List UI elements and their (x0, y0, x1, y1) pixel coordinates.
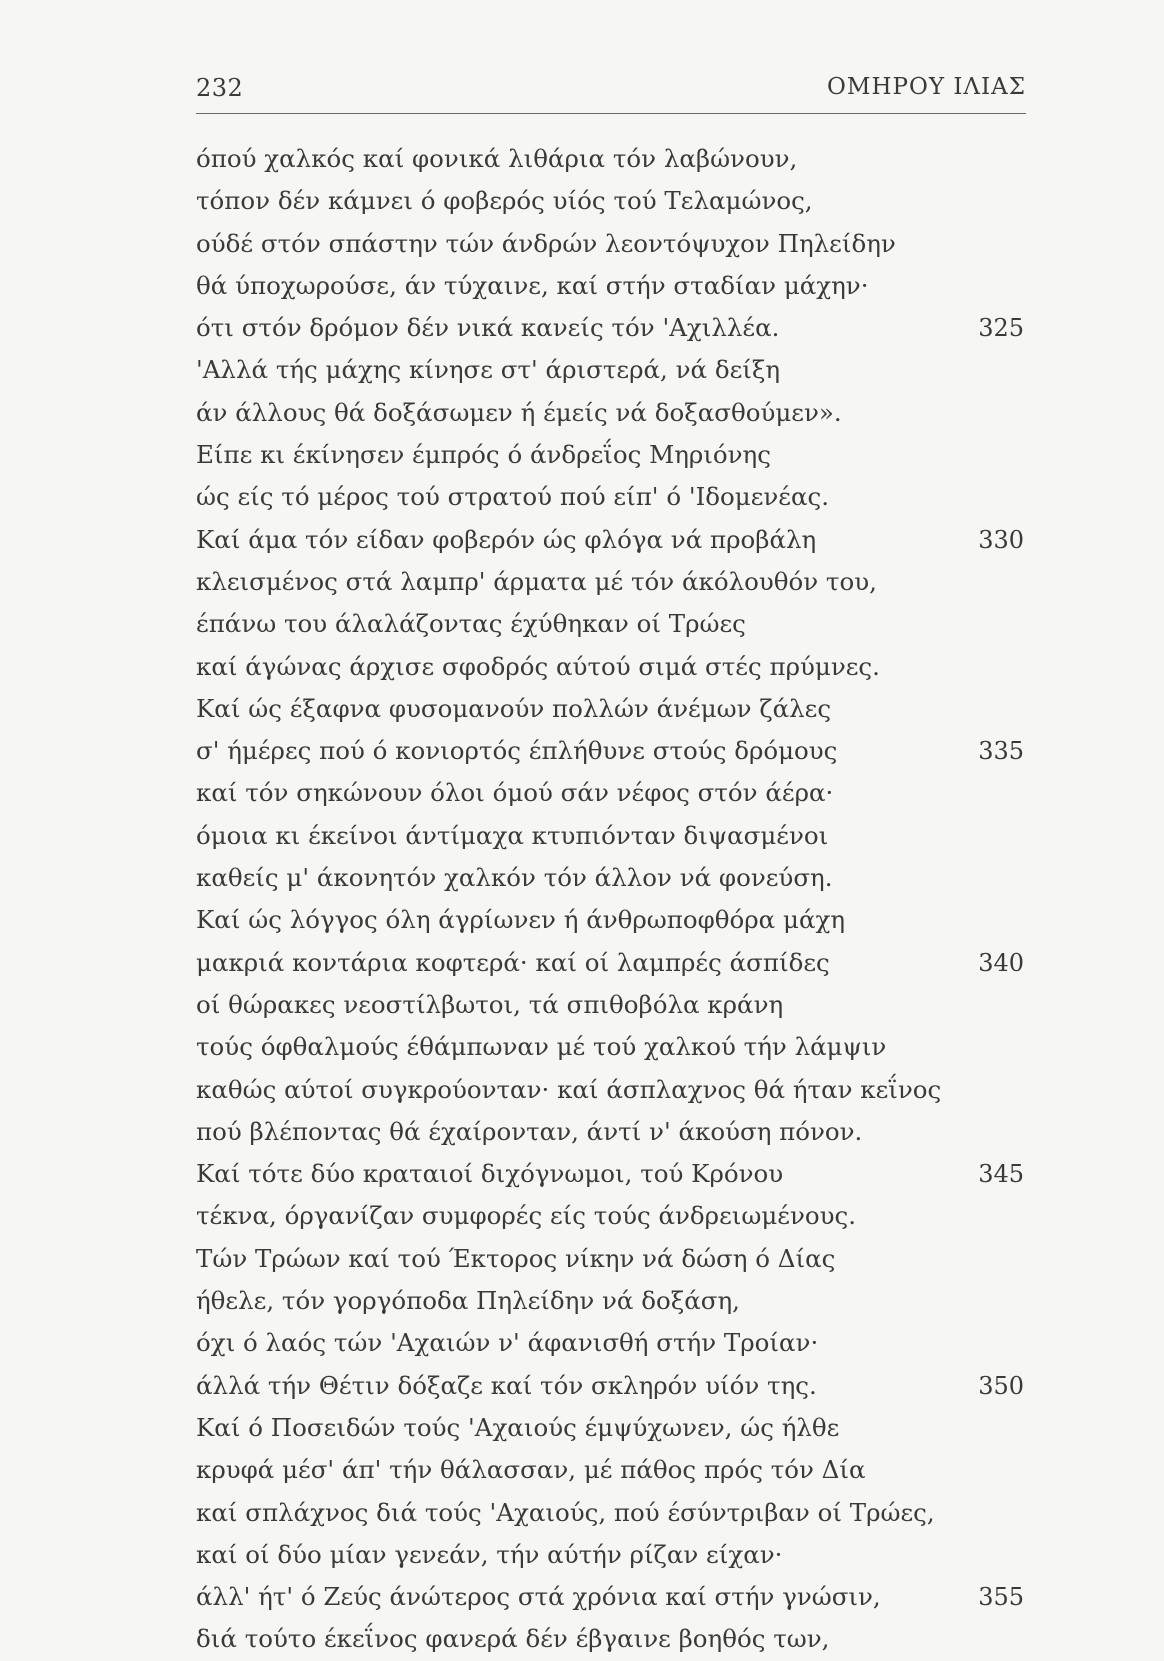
verse-text: Καί ώς λόγγος όλη άγρίωνεν ή άνθρωποφθόρα μάχη (196, 905, 846, 935)
verse-line (196, 1576, 1034, 1618)
verse-text: καί άγώνας άρχισε σφοδρός αύτού σιμά στές πρύμνες. (196, 651, 880, 681)
verse-block (196, 138, 1034, 1661)
verse-text: ήθελε, τόν γοργόποδα Πηλείδην νά δοξάση, (196, 1286, 740, 1316)
verse-text: 'Αλλά τής μάχης κίνησε στ' άριστερά, νά δείξη (196, 355, 781, 385)
verse-line (196, 561, 1034, 603)
verse-text: Καί ώς έξαφνα φυσομανούν πολλών άνέμων ζάλες (196, 693, 832, 723)
verse-text: σ' ήμέρες πού ό κονιορτός έπλήθυνε στούς δρόμους (196, 736, 838, 766)
verse-text: Είπε κι έκίνησεν έμπρός ό άνδρεΐος Μηριόνης (196, 440, 771, 470)
verse-text: ώς είς τό μέρος τού στρατού πού είπ' ό 'Ιδομενέας. (196, 482, 830, 512)
verse-line (196, 1492, 1034, 1534)
verse-line (196, 857, 1034, 899)
verse-line (196, 1322, 1034, 1364)
verse-line (196, 223, 1034, 265)
verse-line (196, 1238, 1034, 1280)
line-number: 350 (978, 1371, 1024, 1400)
line-number: 325 (978, 314, 1024, 343)
verse-text: πού βλέποντας θά έχαίρονταν, άντί ν' άκούση πόνον. (196, 1116, 863, 1146)
verse-line (196, 942, 1034, 984)
verse-line (196, 1534, 1034, 1576)
verse-text: κλεισμένος στά λαμπρ' άρματα μέ τόν άκόλουθόν του, (196, 566, 877, 596)
verse-line (196, 476, 1034, 518)
verse-text: όπού χαλκός καί φονικά λιθάρια τόν λαβώνουν, (196, 144, 798, 173)
verse-text: οί θώρακες νεοστίλβωτοι, τά σπιθοβόλα κράνη (196, 989, 784, 1019)
verse-line (196, 603, 1034, 645)
verse-line (196, 899, 1034, 941)
verse-text: καί οί δύο μίαν γενεάν, τήν αύτήν ρίζαν είχαν· (196, 1539, 783, 1569)
line-number: 335 (978, 737, 1024, 766)
verse-line (196, 730, 1034, 772)
line-number: 355 (978, 1583, 1024, 1612)
verse-text: Τών Τρώων καί τού Έκτορος νίκην νά δώση ό Δίας (196, 1243, 836, 1273)
verse-text: θά ύποχωρούσε, άν τύχαινε, καί στήν σταδίαν μάχην· (196, 270, 869, 300)
verse-text: διά τούτο έκεΐνος φανερά δέν έβγαινε βοηθός των, (196, 1624, 830, 1654)
verse-text: τούς όφθαλμούς έθάμπωναν μέ τού χαλκού τήν λάμψιν (196, 1032, 887, 1062)
verse-line (196, 349, 1034, 391)
verse-text: Καί τότε δύο κραταιοί διχόγνωμοι, τού Κρόνου (196, 1159, 784, 1189)
verse-line (196, 1280, 1034, 1322)
line-number: 345 (978, 1160, 1024, 1189)
verse-text: άν άλλους θά δοξάσωμεν ή έμείς νά δοξασθούμεν». (196, 397, 842, 427)
verse-line (196, 815, 1034, 857)
verse-text: ότι στόν δρόμον δέν νικά κανείς τόν 'Αχιλλέα. (196, 313, 780, 343)
verse-line (196, 984, 1034, 1026)
verse-text: μακριά κοντάρια κοφτερά· καί οί λαμπρές άσπίδες (196, 947, 830, 977)
verse-line (196, 1618, 1034, 1660)
verse-text: άλλ' ήτ' ό Ζεύς άνώτερος στά χρόνια καί στήν γνώσιν, (196, 1582, 881, 1612)
verse-line (196, 265, 1034, 307)
header-rule (196, 113, 1026, 114)
verse-line (196, 646, 1034, 688)
verse-line (196, 1111, 1034, 1153)
verse-line (196, 307, 1034, 349)
verse-text: Καί άμα τόν είδαν φοβερόν ώς φλόγα νά προβάλη (196, 524, 817, 554)
verse-line (196, 519, 1034, 561)
verse-text: καθώς αύτοί συγκρούονταν· καί άσπλαχνος θά ήταν κεΐνος (196, 1074, 942, 1104)
verse-text: όχι ό λαός τών 'Αχαιών ν' άφανισθή στήν Τροίαν· (196, 1328, 819, 1358)
verse-text: καθείς μ' άκονητόν χαλκόν τόν άλλον νά φονεύση. (196, 863, 833, 893)
verse-line (196, 1069, 1034, 1111)
verse-line (196, 1153, 1034, 1195)
verse-line (196, 1449, 1034, 1491)
verse-line (196, 180, 1034, 222)
verse-line (196, 392, 1034, 434)
verse-text: καί τόν σηκώνουν όλοι όμού σάν νέφος στόν άέρα· (196, 778, 834, 808)
verse-text: κρυφά μέσ' άπ' τήν θάλασσαν, μέ πάθος πρός τόν Δία (196, 1455, 866, 1485)
verse-line (196, 138, 1034, 180)
page-number: 232 (196, 74, 244, 102)
verse-text: όμοια κι έκείνοι άντίμαχα κτυπιόνταν διψασμένοι (196, 820, 829, 850)
verse-line (196, 1195, 1034, 1237)
verse-line (196, 1365, 1034, 1407)
verse-text: ούδέ στόν σπάστην τών άνδρών λεοντόψυχον Πηλείδην (196, 228, 896, 258)
verse-text: τέκνα, όργανίζαν συμφορές είς τούς άνδρειωμένους. (196, 1201, 857, 1231)
verse-text: Καί ό Ποσειδών τούς 'Αχαιούς έμψύχωνεν, ώς ήλθε (196, 1412, 840, 1442)
verse-text: έπάνω του άλαλάζοντας έχύθηκαν οί Τρώες (196, 609, 746, 639)
verse-text: άλλά τήν Θέτιν δόξαζε καί τόν σκληρόν υίόν της. (196, 1370, 817, 1400)
verse-text: τόπον δέν κάμνει ό φοβερός υίός τού Τελαμώνος, (196, 186, 813, 216)
verse-line (196, 772, 1034, 814)
verse-line (196, 1407, 1034, 1449)
running-head: ΟΜΗΡΟΥ ΙΛΙΑΣ (827, 74, 1026, 100)
verse-line (196, 434, 1034, 476)
verse-text: καί σπλάχνος διά τούς 'Αχαιούς, πού έσύντριβαν οί Τρώες, (196, 1497, 935, 1527)
line-number: 330 (978, 525, 1024, 554)
line-number: 340 (978, 948, 1024, 977)
verse-line (196, 1026, 1034, 1068)
verse-line (196, 688, 1034, 730)
